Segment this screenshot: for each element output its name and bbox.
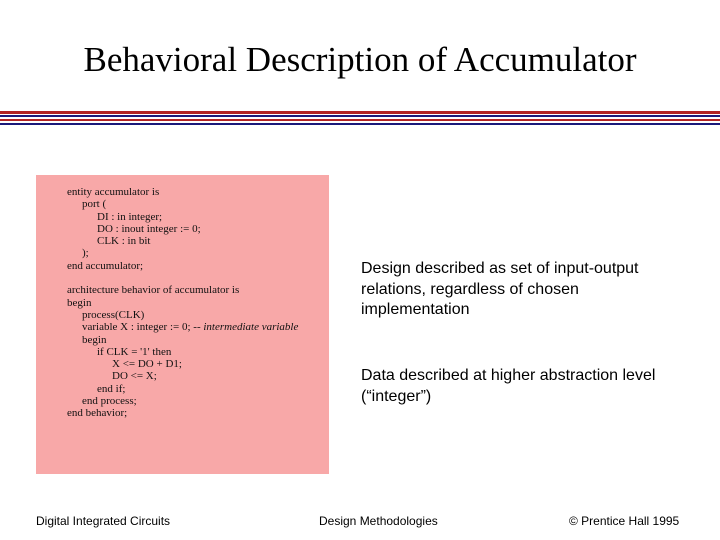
code-line <box>67 272 329 284</box>
code-line <box>67 383 329 395</box>
divider-line-blue-bottom <box>0 123 720 125</box>
bullet-design-description: Design described as set of input-output relations, regardless of chosen implementation <box>361 260 639 318</box>
code-text: DO : inout integer := 0; <box>97 222 201 235</box>
code-text: port ( <box>82 198 107 211</box>
divider-line-red-bottom <box>0 119 720 121</box>
code-text: process(CLK) <box>82 308 145 321</box>
vhdl-code-block <box>36 175 329 474</box>
code-line <box>67 309 329 321</box>
code-text: begin <box>82 333 107 346</box>
code-text: variable X : integer := 0; -- <box>82 321 204 334</box>
code-line <box>67 334 329 346</box>
code-line <box>67 284 329 296</box>
code-text: architecture behavior of accumulator is <box>67 284 240 297</box>
code-line <box>67 297 329 309</box>
footer-course-title: Digital Integrated Circuits <box>36 514 171 528</box>
code-text: DI : in integer; <box>97 210 163 223</box>
divider-line-blue-top <box>0 115 720 117</box>
code-line <box>67 346 329 358</box>
code-text: end behavior; <box>67 407 128 420</box>
code-comment: intermediate variable <box>203 321 299 334</box>
code-text: CLK : in bit <box>97 235 151 248</box>
footer-section-title: Design Methodologies <box>319 514 438 528</box>
code-text: end if; <box>97 382 126 395</box>
code-line <box>67 198 329 210</box>
code-text: X <= DO + D1; <box>112 358 182 371</box>
code-line <box>67 260 329 272</box>
code-text: begin <box>67 296 92 309</box>
code-text: end process; <box>82 395 137 408</box>
code-line <box>67 395 329 407</box>
code-line <box>67 358 329 370</box>
code-line <box>67 186 329 198</box>
code-text: end accumulator; <box>67 259 144 272</box>
code-text: if CLK = '1' then <box>97 345 172 358</box>
code-line <box>67 211 329 223</box>
code-line <box>67 321 329 333</box>
code-line <box>67 370 329 382</box>
code-line <box>67 223 329 235</box>
footer-copyright: © Prentice Hall 1995 <box>569 514 680 528</box>
code-line <box>67 247 329 259</box>
bullet-data-abstraction: Data described at higher abstraction level (“integer”) <box>361 367 656 405</box>
divider-line-red-top <box>0 111 720 114</box>
code-text: DO <= X; <box>112 370 157 383</box>
code-text: entity accumulator is <box>67 186 160 198</box>
code-line <box>67 407 329 419</box>
code-text: ); <box>82 247 89 260</box>
code-line <box>67 235 329 247</box>
slide-title: Behavioral Description of Accumulator <box>83 40 637 79</box>
